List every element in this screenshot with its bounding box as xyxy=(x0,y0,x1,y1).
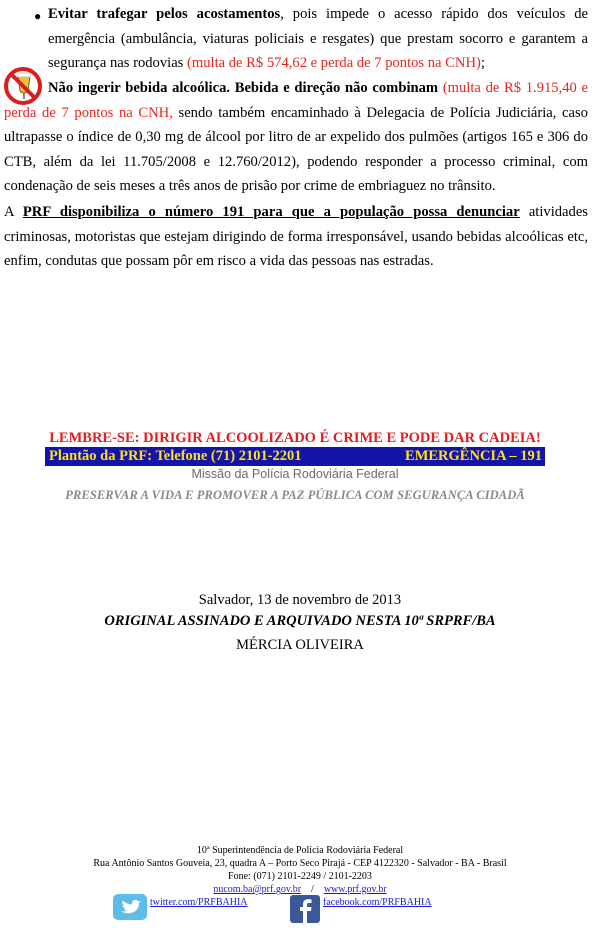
footer-phone: Fone: (071) 2101-2249 / 2101-2203 xyxy=(228,871,372,882)
item1-end: ; xyxy=(480,55,485,72)
facebook-icon[interactable] xyxy=(290,895,320,923)
signatory-name: MÉRCIA OLIVEIRA xyxy=(236,637,364,653)
warning-banner: LEMBRE-SE: DIRIGIR ALCOOLIZADO É CRIME E PODE DAR CADEIA! xyxy=(49,430,541,446)
para3-start: A xyxy=(4,204,23,220)
item2-fine: (multa de R$ 1.915,40 e perda de 7 pontos na CNH, xyxy=(4,80,588,121)
emergency-number: EMERGÊNCIA – 191 xyxy=(405,448,542,464)
footer-org: 10ª Superintendência de Polícia Rodoviária Federal xyxy=(196,845,404,856)
para3-highlight: PRF disponibiliza o número 191 para que a população possa denunciar xyxy=(22,204,520,220)
bullet-dot: ● xyxy=(34,9,42,23)
facebook-link-wrap xyxy=(323,897,463,909)
report-paragraph xyxy=(4,200,588,274)
phone-banner xyxy=(45,447,545,466)
duty-phone: Plantão da PRF: Telefone (71) 2101-2201 xyxy=(49,448,302,464)
email-link[interactable]: nucom.ba@prf.gov.br xyxy=(213,884,302,895)
twitter-icon[interactable] xyxy=(113,894,147,920)
mission-title: Missão da Polícia Rodoviária Federal xyxy=(191,467,399,481)
bullet-item-alcohol xyxy=(4,76,588,199)
facebook-link[interactable]: facebook.com/PRFBAHIA xyxy=(323,897,432,908)
bullet-item-shoulders xyxy=(34,2,588,76)
website-link[interactable]: www.prf.gov.br xyxy=(323,884,387,895)
item1-text: , pois impede o acesso rápido dos veículos de emergência (ambulância, viaturas policiais e resgates) que prestam socorro e garantem a segurança nas rodovias xyxy=(48,6,588,72)
mission-motto: PRESERVAR A VIDA E PROMOVER A PAZ PÚBLICA COM SEGURANÇA CIDADÃ xyxy=(65,488,525,502)
place-date: Salvador, 13 de novembro de 2013 xyxy=(198,592,402,608)
item1-bold: Evitar trafegar pelos acostamentos xyxy=(48,6,281,22)
item2-bold: Não ingerir bebida alcoólica. Bebida e direção não combinam xyxy=(48,80,439,96)
signature-note: ORIGINAL ASSINADO E ARQUIVADO NESTA 10ª SRPRF/BA xyxy=(104,613,496,629)
twitter-link-wrap xyxy=(150,897,270,909)
para3-text: atividades criminosas, motoristas que estejam dirigindo de forma irresponsável, usando bebidas alcoólicas etc, enfim, condutas que possam pôr em risco a vida das pessoas nas estradas. xyxy=(4,204,588,270)
footer-address: Rua Antônio Santos Gouveia, 23, quadra A – Porto Seco Pirajá - CEP 4122320 - Salvador - BA - Brasil xyxy=(93,858,507,869)
contacts-separator: / xyxy=(311,884,314,895)
item1-fine: (multa de R$ 574,62 e perda de 7 pontos na CNH) xyxy=(187,55,481,72)
item2-text: sendo também encaminhado à Delegacia de Polícia Judiciária, caso ultrapasse o índice de 0,30 mg de álcool por litro de ar expelido dos pulmões (artigos 165 e 306 do CTB, além da lei 11.705/2008 e 12.760/2012), podendo responder a processo criminal, com condenação de seis meses a três anos de prisão por crime de embriaguez no trânsito. xyxy=(4,104,588,195)
twitter-link[interactable]: twitter.com/PRFBAHIA xyxy=(150,897,248,908)
